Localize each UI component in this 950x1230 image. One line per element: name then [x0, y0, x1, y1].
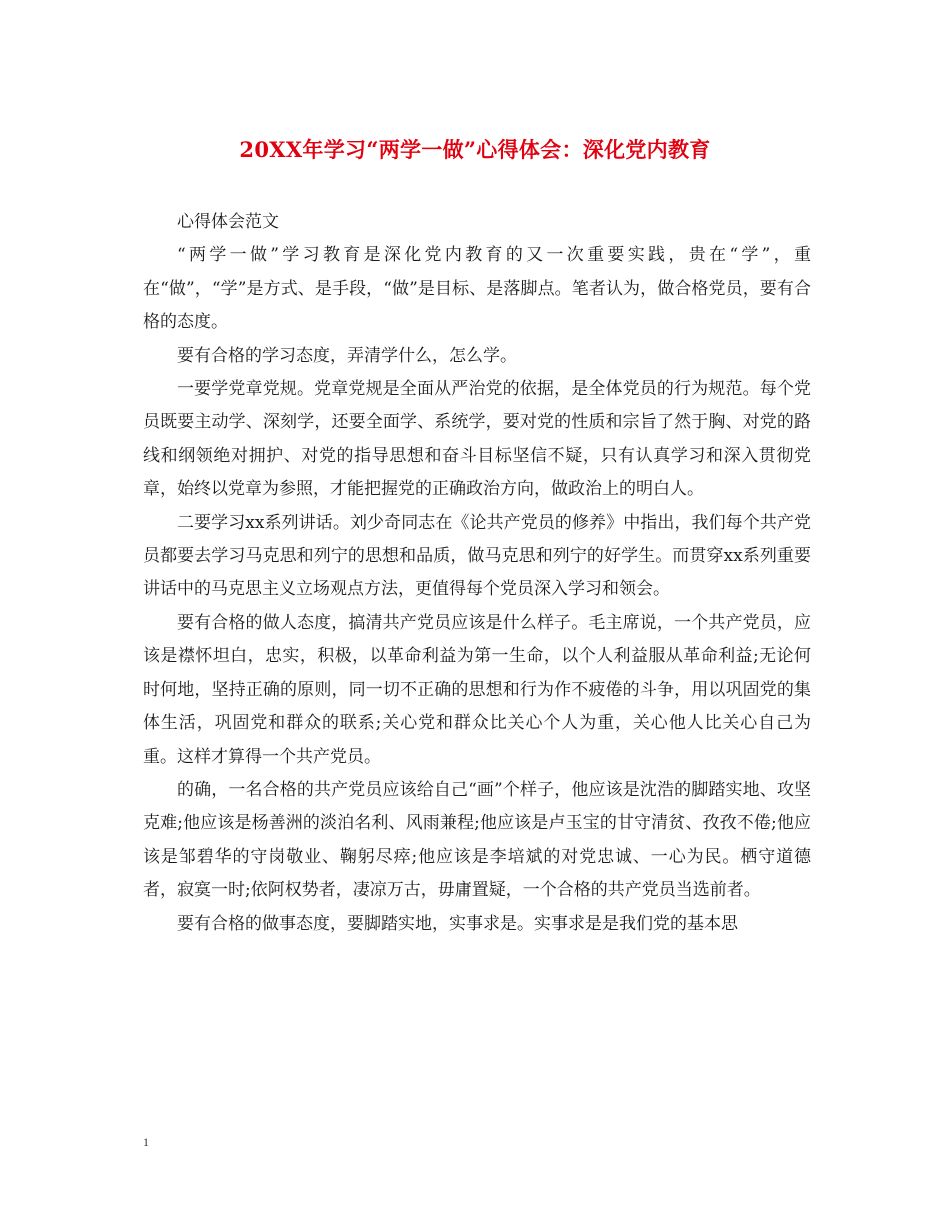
- paragraph: 一要学党章党规。党章党规是全面从严治党的依据，是全体党员的行为规范。每个党员既要主动学、深刻学，还要全面学、系统学，要对党的性质和宗旨了然于胸、对党的路线和纲领绝对拥护、对党的指导思想和奋斗目标坚信不疑，只有认真学习和深入贯彻党章，始终以党章为参照，才能把握党的正确政治方向，做政治上的明白人。: [143, 379, 811, 500]
- paragraph: 的确，一名合格的共产党员应该给自己“画”个样子，他应该是沈浩的脚踏实地、攻坚克难;他应该是杨善洲的淡泊名利、风雨兼程;他应该是卢玉宝的甘守清贫、孜孜不倦;他应该是邹碧华的守岗敬业、鞠躬尽瘁;他应该是李培斌的对党忠诚、一心为民。栖守道德者，寂寞一时;依阿权势者，凄凉万古，毋庸置疑，一个合格的共产党员当选前者。: [143, 779, 811, 901]
- paragraph: 心得体会范文: [177, 212, 279, 232]
- page-number: 1: [143, 1135, 149, 1149]
- paragraph: “两学一做”学习教育是深化党内教育的又一次重要实践，贵在“学”，重在“做”，“学”是方式、是手段，“做”是目标、是落脚点。笔者认为，做合格党员，要有合格的态度。: [143, 245, 811, 333]
- paragraph: 要有合格的学习态度，弄清学什么，怎么学。: [177, 345, 517, 366]
- paragraph: 二要学习xx系列讲话。刘少奇同志在《论共产党员的修养》中指出，我们每个共产党员都要去学习马克思和列宁的思想和品质，做马克思和列宁的好学生。而贯穿xx系列重要讲话中的马克思主义立场观点方法，更值得每个党员深入学习和领会。: [143, 512, 811, 600]
- paragraph: 要有合格的做事态度，要脚踏实地，实事求是。实事求是是我们党的基本思: [177, 913, 738, 934]
- document-title: 20XX年学习“两学一做”心得体会：深化党内教育: [239, 137, 711, 162]
- document-body: [143, 206, 811, 941]
- paragraph: 要有合格的做人态度，搞清共产党员应该是什么样子。毛主席说，一个共产党员，应该是襟怀坦白，忠实，积极，以革命利益为第一生命，以个人利益服从革命利益;无论何时何地，坚持正确的原则，同一切不正确的思想和行为作不疲倦的斗争，用以巩固党的集体生活，巩固党和群众的联系;关心党和群众比关心个人为重，关心他人比关心自己为重。这样才算得一个共产党员。: [143, 612, 811, 767]
